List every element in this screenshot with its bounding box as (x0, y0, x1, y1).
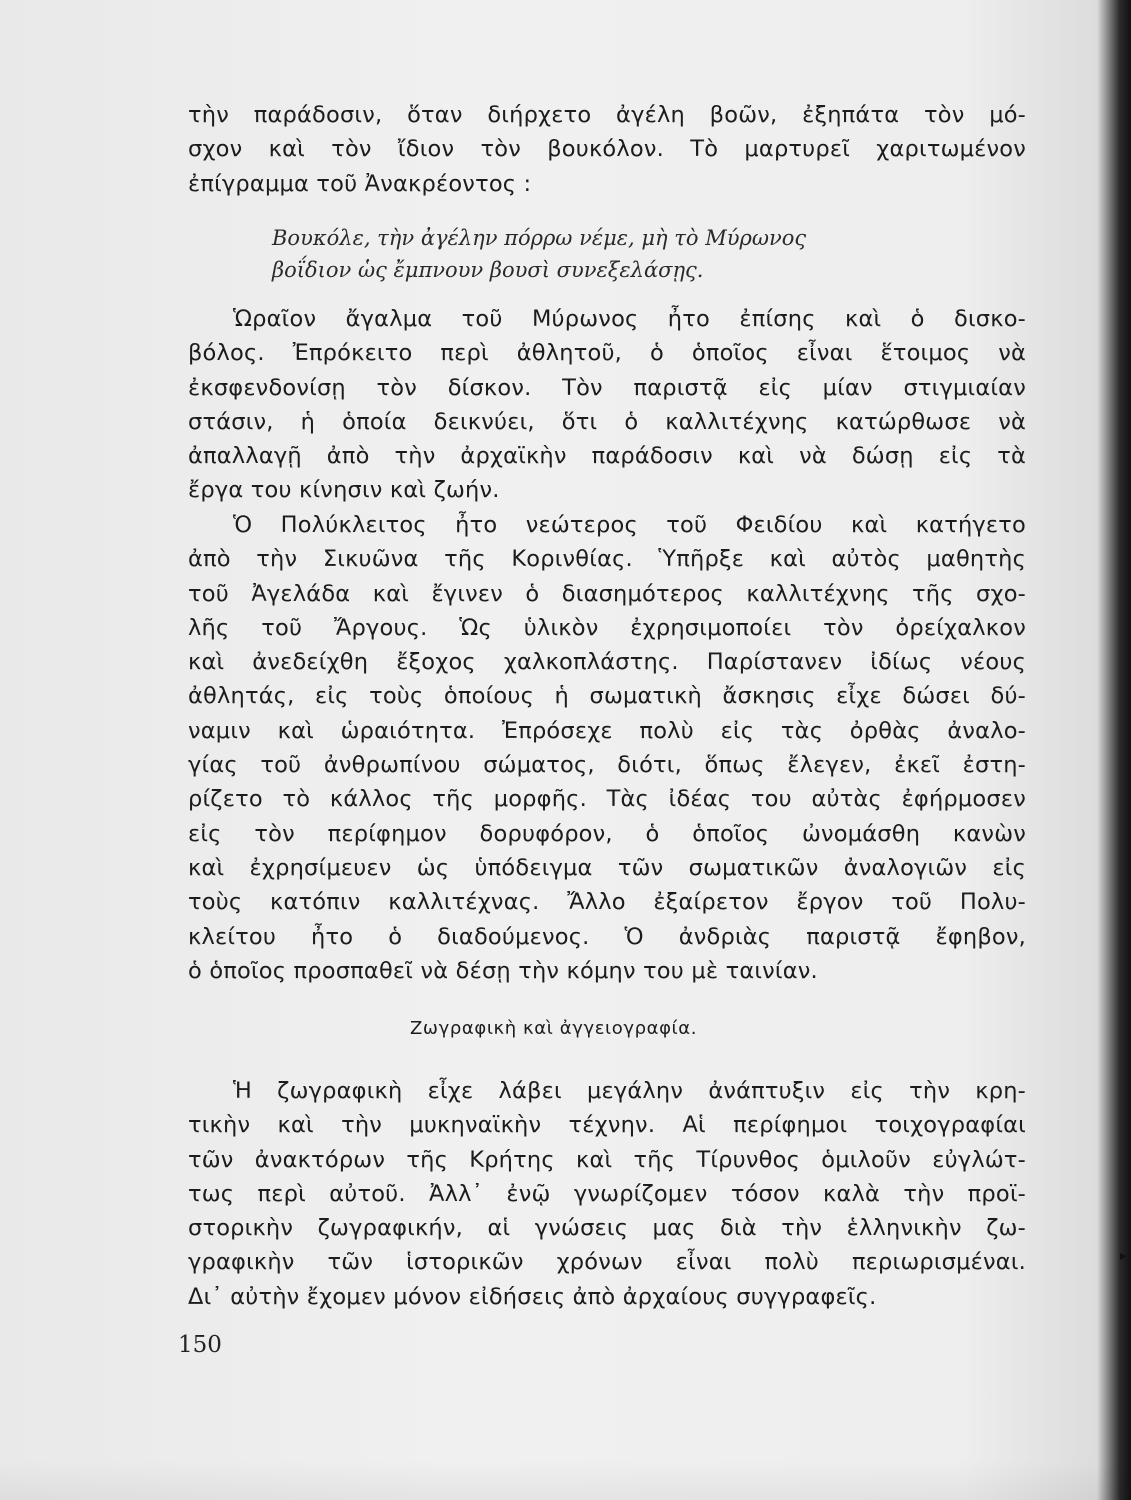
text-line: γραφικὴν τῶν ἱστορικῶν χρόνων εἶναι πολὺ περιωρισμέναι. (188, 1249, 1026, 1276)
text-line: λῆς τοῦ Ἄργους. Ὡς ὑλικὸν ἐχρησιμοποίει τὸν ὀρείχαλκον (188, 614, 1026, 641)
text-line: ἀπαλλαγῇ ἀπὸ τὴν ἀρχαϊκὴν παράδοσιν καὶ νὰ δώσῃ εἰς τὰ (188, 443, 1026, 470)
text-line: σχον καὶ τὸν ἴδιον τὸν βουκόλον. Τὸ μαρτυρεῖ χαριτωμένον (188, 136, 1026, 163)
paragraph-discobolus (188, 302, 1026, 508)
section-heading: Ζωγραφικὴ καὶ ἀγγειογραφία. (410, 1018, 698, 1039)
text-line: Ἡ ζωγραφικὴ εἶχε λάβει μεγάλην ἀνάπτυξιν εἰς τὴν κρη- (233, 1078, 1026, 1104)
text-line: ἐπίγραμμα τοῦ Ἀνακρέοντος : (188, 170, 532, 197)
text-line: ὁ ὁποῖος προσπαθεῖ νὰ δέσῃ τὴν κόμην του μὲ ταινίαν. (188, 957, 818, 984)
paragraph-polykleitos (188, 508, 1026, 988)
text-line: ρίζετο τὸ κάλλος τῆς μορφῆς. Τὰς ἰδέας του αὐτὰς ἐφήρμοσεν (188, 786, 1026, 813)
margin-mark: ▸ (1119, 1248, 1127, 1264)
text-line: τικὴν καὶ τὴν μυκηναϊκὴν τέχνην. Αἱ περίφημοι τοιχογραφίαι (188, 1112, 1026, 1139)
text-line: στάσιν, ἡ ὁποία δεικνύει, ὅτι ὁ καλλιτέχνης κατώρθωσε νὰ (188, 408, 1026, 435)
text-line: στορικὴν ζωγραφικήν, αἱ γνώσεις μας διὰ τὴν ἑλληνικὴν ζω- (188, 1215, 1026, 1242)
verse-line: βοΐδιον ὡς ἔμπνουν βουσὶ συνεξελάσῃς. (272, 258, 704, 282)
text-line: Ὡραῖον ἄγαλμα τοῦ Μύρωνος ἦτο ἐπίσης καὶ ὁ δισκο- (233, 306, 1026, 332)
text-line: ἔργα του κίνησιν καὶ ζωήν. (188, 477, 500, 504)
text-line: τως περὶ αὐτοῦ. Ἀλλ᾽ ἐνῷ γνωρίζομεν τόσον καλὰ τὴν προϊ- (188, 1180, 1026, 1207)
text-line: εἰς τὸν περίφημον δορυφόρον, ὁ ὁποῖος ὠνομάσθη κανὼν (188, 820, 1026, 847)
paragraph-painting (188, 1074, 1026, 1314)
epigram-verse (272, 222, 912, 286)
text-line: βόλος. Ἐπρόκειτο περὶ ἀθλητοῦ, ὁ ὁποῖος εἶναι ἕτοιμος νὰ (188, 340, 1026, 367)
text-line: γίας τοῦ ἀνθρωπίνου σώματος, διότι, ὅπως ἔλεγεν, ἐκεῖ ἐστη- (188, 752, 1026, 779)
text-line: Ὁ Πολύκλειτος ἦτο νεώτερος τοῦ Φειδίου καὶ κατήγετο (233, 512, 1026, 538)
text-line: τῶν ἀνακτόρων τῆς Κρήτης καὶ τῆς Τίρυνθος ὁμιλοῦν εὐγλώτ- (188, 1146, 1026, 1173)
intro-paragraph (188, 98, 1026, 201)
text-line: τοῦ Ἀγελάδα καὶ ἔγινεν ὁ διασημότερος καλλιτέχνης τῆς σχο- (188, 580, 1026, 607)
text-line: ἐκσφενδονίσῃ τὸν δίσκον. Τὸν παριστᾷ εἰς μίαν στιγμιαίαν (188, 374, 1026, 401)
text-line: τοὺς κατόπιν καλλιτέχνας. Ἄλλο ἐξαίρετον ἔργον τοῦ Πολυ- (188, 889, 1026, 916)
text-line: ναμιν καὶ ὡραιότητα. Ἐπρόσεχε πολὺ εἰς τὰς ὀρθὰς ἀναλο- (188, 717, 1026, 744)
text-line: ἀπὸ τὴν Σικυῶνα τῆς Κορινθίας. Ὑπῆρξε καὶ αὐτὸς μαθητὴς (188, 546, 1026, 573)
page-number: 150 (178, 1332, 222, 1358)
text-line: καὶ ἀνεδείχθη ἔξοχος χαλκοπλάστης. Παρίστανεν ἰδίως νέους (188, 649, 1026, 676)
verse-line: Βουκόλε, τὴν ἀγέλην πόρρω νέμε, μὴ τὸ Μύρωνος (272, 226, 807, 250)
text-line: καὶ ἐχρησίμευεν ὡς ὑπόδειγμα τῶν σωματικῶν ἀναλογιῶν εἰς (188, 854, 1026, 881)
text-line: τὴν παράδοσιν, ὅταν διήρχετο ἀγέλη βοῶν, ἐξηπάτα τὸν μό- (188, 102, 1026, 128)
text-line: ἀθλητάς, εἰς τοὺς ὁποίους ἡ σωματικὴ ἄσκησις εἶχε δώσει δύ- (188, 683, 1026, 710)
text-line: κλείτου ἦτο ὁ διαδούμενος. Ὁ ἀνδριὰς παριστᾷ ἔφηβον, (188, 923, 1026, 950)
text-line: Δι᾽ αὐτὴν ἔχομεν μόνον εἰδήσεις ἀπὸ ἀρχαίους συγγραφεῖς. (188, 1283, 877, 1310)
